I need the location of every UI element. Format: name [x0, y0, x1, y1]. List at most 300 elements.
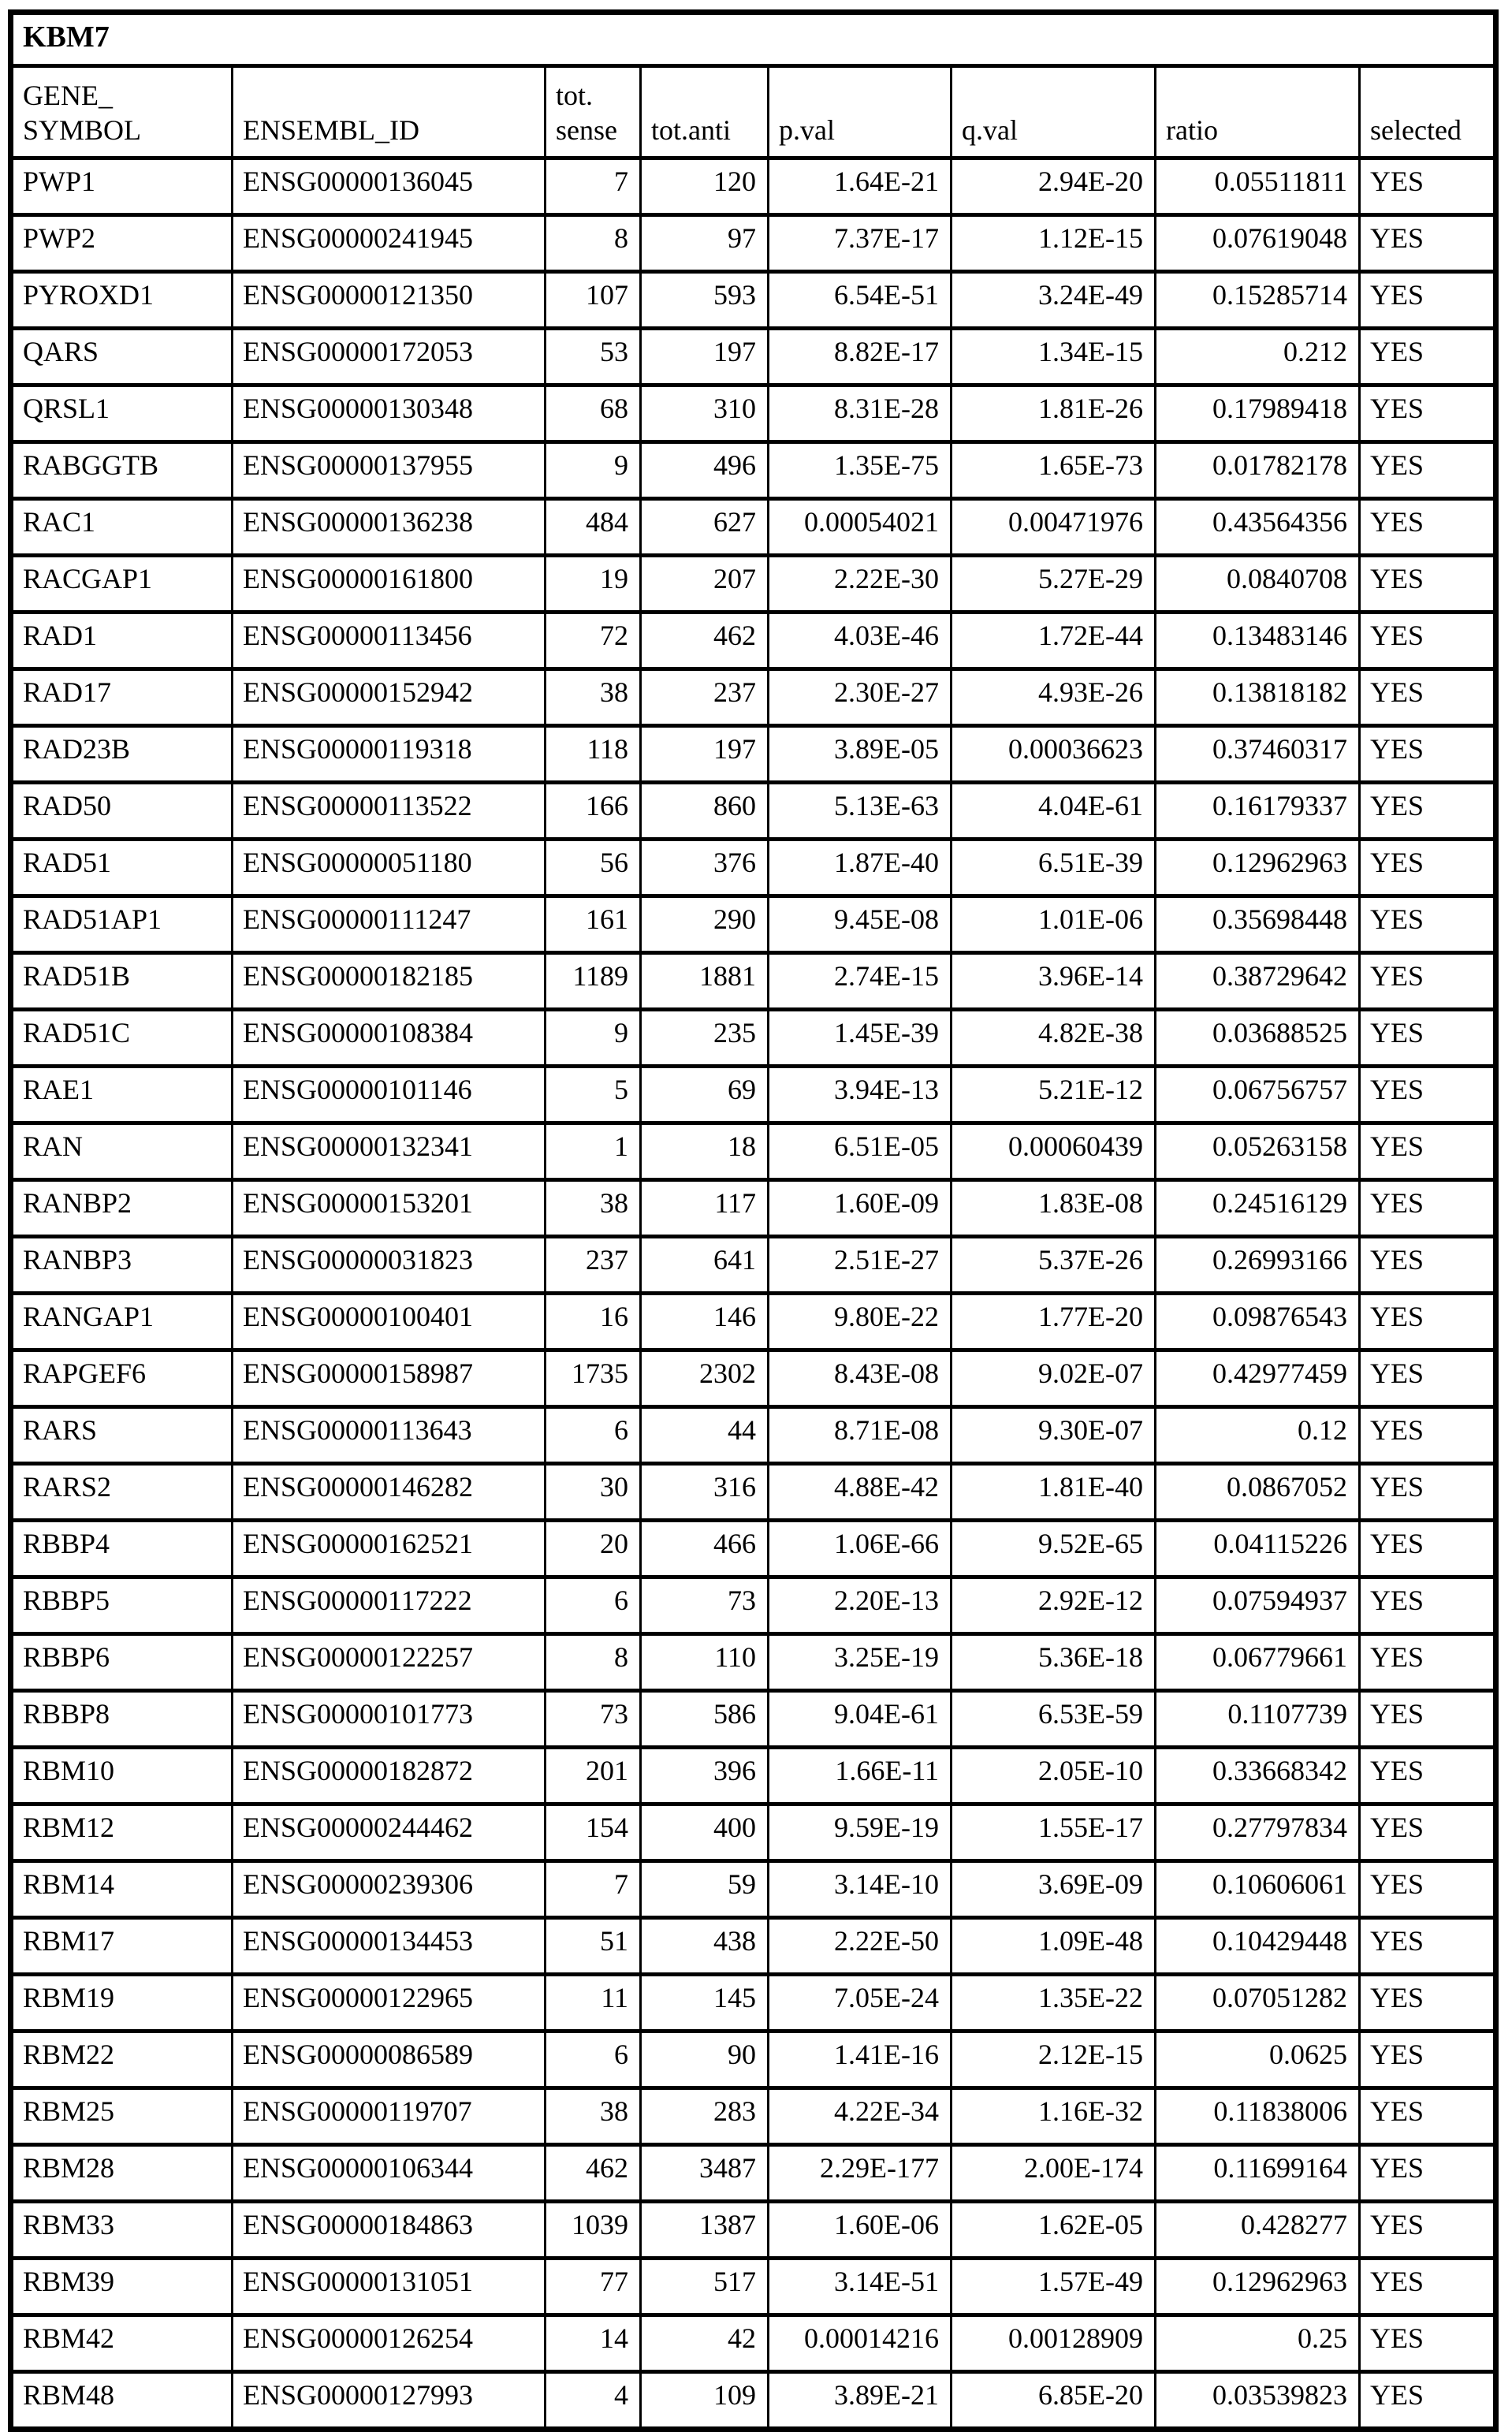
cell-ensembl-id: ENSG00000241945 [233, 215, 546, 272]
cell-tot-anti: 97 [641, 215, 769, 272]
cell-q-val: 9.52E-65 [952, 1521, 1156, 1577]
cell-ensembl-id: ENSG00000146282 [233, 1464, 546, 1521]
cell-ratio: 0.07619048 [1156, 215, 1360, 272]
cell-gene-symbol: RBM10 [11, 1748, 233, 1804]
cell-ensembl-id: ENSG00000153201 [233, 1180, 546, 1237]
cell-ensembl-id: ENSG00000119707 [233, 2088, 546, 2145]
cell-ratio: 0.07051282 [1156, 1975, 1360, 2032]
cell-q-val: 9.02E-07 [952, 1350, 1156, 1407]
cell-ensembl-id: ENSG00000122257 [233, 1634, 546, 1691]
cell-p-val: 3.94E-13 [769, 1067, 952, 1123]
table-row [11, 1521, 1496, 1577]
cell-tot-sense: 1039 [546, 2202, 641, 2259]
cell-tot-sense: 1189 [546, 953, 641, 1010]
cell-ratio: 0.24516129 [1156, 1180, 1360, 1237]
cell-q-val: 1.55E-17 [952, 1804, 1156, 1861]
cell-tot-sense: 7 [546, 1861, 641, 1918]
cell-ensembl-id: ENSG00000122965 [233, 1975, 546, 2032]
cell-tot-sense: 4 [546, 2372, 641, 2430]
cell-tot-anti: 18 [641, 1123, 769, 1180]
cell-tot-sense: 8 [546, 215, 641, 272]
cell-ratio: 0.35698448 [1156, 896, 1360, 953]
cell-p-val: 1.66E-11 [769, 1748, 952, 1804]
cell-tot-anti: 120 [641, 158, 769, 215]
cell-ensembl-id: ENSG00000131051 [233, 2259, 546, 2315]
cell-ratio: 0.16179337 [1156, 783, 1360, 840]
cell-p-val: 6.54E-51 [769, 272, 952, 329]
cell-ensembl-id: ENSG00000244462 [233, 1804, 546, 1861]
cell-gene-symbol: RAD1 [11, 613, 233, 669]
cell-q-val: 1.16E-32 [952, 2088, 1156, 2145]
cell-selected: YES [1360, 613, 1496, 669]
column-header-p-val: p.val [769, 66, 952, 158]
cell-tot-sense: 154 [546, 1804, 641, 1861]
cell-ensembl-id: ENSG00000108384 [233, 1010, 546, 1067]
cell-selected: YES [1360, 556, 1496, 613]
cell-selected: YES [1360, 896, 1496, 953]
cell-gene-symbol: RANGAP1 [11, 1294, 233, 1350]
cell-tot-anti: 396 [641, 1748, 769, 1804]
cell-ratio: 0.12962963 [1156, 2259, 1360, 2315]
cell-q-val: 5.21E-12 [952, 1067, 1156, 1123]
cell-selected: YES [1360, 1180, 1496, 1237]
cell-p-val: 1.87E-40 [769, 840, 952, 896]
cell-gene-symbol: RBBP4 [11, 1521, 233, 1577]
cell-tot-anti: 73 [641, 1577, 769, 1634]
cell-tot-anti: 438 [641, 1918, 769, 1975]
cell-p-val: 1.60E-06 [769, 2202, 952, 2259]
cell-q-val: 5.37E-26 [952, 1237, 1156, 1294]
table-title-row [11, 13, 1496, 66]
cell-q-val: 2.00E-174 [952, 2145, 1156, 2202]
table-row [11, 1975, 1496, 2032]
cell-tot-anti: 197 [641, 329, 769, 385]
table-row [11, 613, 1496, 669]
cell-ensembl-id: ENSG00000132341 [233, 1123, 546, 1180]
cell-tot-anti: 517 [641, 2259, 769, 2315]
cell-tot-anti: 496 [641, 442, 769, 499]
table-row [11, 896, 1496, 953]
cell-ensembl-id: ENSG00000121350 [233, 272, 546, 329]
cell-ratio: 0.37460317 [1156, 726, 1360, 783]
cell-ensembl-id: ENSG00000136238 [233, 499, 546, 556]
cell-tot-anti: 2302 [641, 1350, 769, 1407]
cell-tot-anti: 3487 [641, 2145, 769, 2202]
cell-ratio: 0.13483146 [1156, 613, 1360, 669]
cell-p-val: 4.03E-46 [769, 613, 952, 669]
cell-tot-anti: 310 [641, 385, 769, 442]
cell-ensembl-id: ENSG00000134453 [233, 1918, 546, 1975]
cell-ensembl-id: ENSG00000111247 [233, 896, 546, 953]
cell-q-val: 5.27E-29 [952, 556, 1156, 613]
cell-ratio: 0.12962963 [1156, 840, 1360, 896]
cell-ensembl-id: ENSG00000127993 [233, 2372, 546, 2430]
cell-tot-sense: 38 [546, 2088, 641, 2145]
cell-selected: YES [1360, 1918, 1496, 1975]
cell-tot-anti: 207 [641, 556, 769, 613]
table-row [11, 2259, 1496, 2315]
cell-ratio: 0.03539823 [1156, 2372, 1360, 2430]
cell-q-val: 4.82E-38 [952, 1010, 1156, 1067]
cell-selected: YES [1360, 1691, 1496, 1748]
cell-selected: YES [1360, 2372, 1496, 2430]
column-header-ensembl-id: ENSEMBL_ID [233, 66, 546, 158]
cell-selected: YES [1360, 1067, 1496, 1123]
cell-ensembl-id: ENSG00000162521 [233, 1521, 546, 1577]
cell-ratio: 0.43564356 [1156, 499, 1360, 556]
cell-p-val: 2.20E-13 [769, 1577, 952, 1634]
cell-gene-symbol: RBBP8 [11, 1691, 233, 1748]
cell-q-val: 2.94E-20 [952, 158, 1156, 215]
cell-ensembl-id: ENSG00000051180 [233, 840, 546, 896]
cell-tot-anti: 117 [641, 1180, 769, 1237]
cell-q-val: 1.77E-20 [952, 1294, 1156, 1350]
cell-ratio: 0.12 [1156, 1407, 1360, 1464]
cell-q-val: 1.35E-22 [952, 1975, 1156, 2032]
cell-selected: YES [1360, 1521, 1496, 1577]
cell-tot-anti: 145 [641, 1975, 769, 2032]
cell-gene-symbol: RAD51C [11, 1010, 233, 1067]
cell-ratio: 0.1107739 [1156, 1691, 1360, 1748]
cell-tot-sense: 38 [546, 669, 641, 726]
cell-tot-sense: 6 [546, 1407, 641, 1464]
cell-q-val: 2.92E-12 [952, 1577, 1156, 1634]
cell-tot-anti: 1387 [641, 2202, 769, 2259]
cell-p-val: 3.89E-05 [769, 726, 952, 783]
cell-selected: YES [1360, 2088, 1496, 2145]
table-row [11, 1067, 1496, 1123]
cell-tot-anti: 400 [641, 1804, 769, 1861]
cell-ensembl-id: ENSG00000184863 [233, 2202, 546, 2259]
cell-tot-anti: 462 [641, 613, 769, 669]
cell-gene-symbol: RBM17 [11, 1918, 233, 1975]
cell-selected: YES [1360, 1123, 1496, 1180]
cell-q-val: 1.09E-48 [952, 1918, 1156, 1975]
cell-q-val: 4.93E-26 [952, 669, 1156, 726]
table-row [11, 669, 1496, 726]
cell-p-val: 4.88E-42 [769, 1464, 952, 1521]
cell-tot-anti: 283 [641, 2088, 769, 2145]
cell-selected: YES [1360, 840, 1496, 896]
cell-selected: YES [1360, 385, 1496, 442]
cell-gene-symbol: RABGGTB [11, 442, 233, 499]
cell-selected: YES [1360, 1861, 1496, 1918]
cell-q-val: 6.53E-59 [952, 1691, 1156, 1748]
cell-tot-sense: 11 [546, 1975, 641, 2032]
cell-tot-anti: 627 [641, 499, 769, 556]
cell-q-val: 1.01E-06 [952, 896, 1156, 953]
cell-ensembl-id: ENSG00000152942 [233, 669, 546, 726]
table-body [11, 158, 1496, 2430]
cell-ensembl-id: ENSG00000172053 [233, 329, 546, 385]
cell-ensembl-id: ENSG00000126254 [233, 2315, 546, 2372]
cell-ratio: 0.0625 [1156, 2032, 1360, 2088]
cell-tot-anti: 593 [641, 272, 769, 329]
cell-tot-anti: 1881 [641, 953, 769, 1010]
table-row [11, 1407, 1496, 1464]
cell-tot-sense: 73 [546, 1691, 641, 1748]
cell-selected: YES [1360, 1634, 1496, 1691]
cell-tot-anti: 146 [641, 1294, 769, 1350]
cell-tot-anti: 197 [641, 726, 769, 783]
cell-ratio: 0.10606061 [1156, 1861, 1360, 1918]
cell-q-val: 1.83E-08 [952, 1180, 1156, 1237]
table-row [11, 1350, 1496, 1407]
cell-tot-sense: 9 [546, 442, 641, 499]
cell-selected: YES [1360, 726, 1496, 783]
table-row [11, 442, 1496, 499]
cell-selected: YES [1360, 1804, 1496, 1861]
cell-tot-sense: 38 [546, 1180, 641, 1237]
cell-q-val: 1.72E-44 [952, 613, 1156, 669]
cell-selected: YES [1360, 1464, 1496, 1521]
cell-tot-sense: 107 [546, 272, 641, 329]
cell-selected: YES [1360, 1407, 1496, 1464]
cell-ratio: 0.10429448 [1156, 1918, 1360, 1975]
cell-tot-anti: 466 [641, 1521, 769, 1577]
cell-selected: YES [1360, 1748, 1496, 1804]
table-row [11, 1464, 1496, 1521]
cell-p-val: 9.04E-61 [769, 1691, 952, 1748]
cell-q-val: 2.12E-15 [952, 2032, 1156, 2088]
cell-q-val: 4.04E-61 [952, 783, 1156, 840]
table-row [11, 1180, 1496, 1237]
cell-q-val: 3.69E-09 [952, 1861, 1156, 1918]
cell-p-val: 5.13E-63 [769, 783, 952, 840]
table-row [11, 2315, 1496, 2372]
table-row [11, 556, 1496, 613]
table-row [11, 2202, 1496, 2259]
cell-ensembl-id: ENSG00000031823 [233, 1237, 546, 1294]
cell-p-val: 4.22E-34 [769, 2088, 952, 2145]
cell-ratio: 0.06756757 [1156, 1067, 1360, 1123]
cell-tot-anti: 316 [641, 1464, 769, 1521]
cell-gene-symbol: RARS [11, 1407, 233, 1464]
cell-ratio: 0.15285714 [1156, 272, 1360, 329]
table-row [11, 2088, 1496, 2145]
cell-q-val: 1.62E-05 [952, 2202, 1156, 2259]
cell-tot-sense: 72 [546, 613, 641, 669]
cell-tot-sense: 7 [546, 158, 641, 215]
column-header-gene-symbol: GENE_ SYMBOL [11, 66, 233, 158]
cell-q-val: 1.81E-26 [952, 385, 1156, 442]
cell-q-val: 3.96E-14 [952, 953, 1156, 1010]
cell-ensembl-id: ENSG00000137955 [233, 442, 546, 499]
cell-p-val: 7.37E-17 [769, 215, 952, 272]
cell-q-val: 9.30E-07 [952, 1407, 1156, 1464]
cell-ensembl-id: ENSG00000182872 [233, 1748, 546, 1804]
table-row [11, 783, 1496, 840]
cell-tot-anti: 641 [641, 1237, 769, 1294]
column-header-q-val: q.val [952, 66, 1156, 158]
cell-selected: YES [1360, 1294, 1496, 1350]
cell-selected: YES [1360, 669, 1496, 726]
cell-selected: YES [1360, 953, 1496, 1010]
cell-q-val: 1.12E-15 [952, 215, 1156, 272]
cell-selected: YES [1360, 2259, 1496, 2315]
table-row [11, 1804, 1496, 1861]
table-head [11, 13, 1496, 158]
cell-ensembl-id: ENSG00000117222 [233, 1577, 546, 1634]
cell-selected: YES [1360, 329, 1496, 385]
cell-tot-sense: 56 [546, 840, 641, 896]
cell-tot-anti: 44 [641, 1407, 769, 1464]
cell-tot-sense: 6 [546, 1577, 641, 1634]
cell-p-val: 9.80E-22 [769, 1294, 952, 1350]
cell-p-val: 2.22E-30 [769, 556, 952, 613]
table-row [11, 1577, 1496, 1634]
cell-ratio: 0.11838006 [1156, 2088, 1360, 2145]
cell-p-val: 8.71E-08 [769, 1407, 952, 1464]
cell-selected: YES [1360, 1010, 1496, 1067]
cell-p-val: 2.29E-177 [769, 2145, 952, 2202]
cell-p-val: 6.51E-05 [769, 1123, 952, 1180]
cell-ensembl-id: ENSG00000182185 [233, 953, 546, 1010]
cell-ratio: 0.03688525 [1156, 1010, 1360, 1067]
cell-gene-symbol: RAD23B [11, 726, 233, 783]
cell-p-val: 2.22E-50 [769, 1918, 952, 1975]
cell-gene-symbol: RAD17 [11, 669, 233, 726]
cell-p-val: 3.25E-19 [769, 1634, 952, 1691]
cell-gene-symbol: RAD51B [11, 953, 233, 1010]
cell-p-val: 1.06E-66 [769, 1521, 952, 1577]
cell-gene-symbol: RBBP5 [11, 1577, 233, 1634]
cell-ratio: 0.0867052 [1156, 1464, 1360, 1521]
table-row [11, 272, 1496, 329]
cell-ratio: 0.42977459 [1156, 1350, 1360, 1407]
cell-p-val: 8.82E-17 [769, 329, 952, 385]
cell-q-val: 0.00471976 [952, 499, 1156, 556]
cell-tot-sense: 77 [546, 2259, 641, 2315]
cell-gene-symbol: PWP1 [11, 158, 233, 215]
cell-gene-symbol: RBM48 [11, 2372, 233, 2430]
cell-ensembl-id: ENSG00000130348 [233, 385, 546, 442]
table-row [11, 215, 1496, 272]
cell-ratio: 0.428277 [1156, 2202, 1360, 2259]
cell-tot-sense: 237 [546, 1237, 641, 1294]
cell-ratio: 0.212 [1156, 329, 1360, 385]
cell-tot-anti: 90 [641, 2032, 769, 2088]
cell-ensembl-id: ENSG00000158987 [233, 1350, 546, 1407]
table-row [11, 1748, 1496, 1804]
cell-p-val: 3.14E-51 [769, 2259, 952, 2315]
cell-ratio: 0.09876543 [1156, 1294, 1360, 1350]
table-row [11, 953, 1496, 1010]
table-row [11, 499, 1496, 556]
cell-q-val: 6.51E-39 [952, 840, 1156, 896]
cell-q-val: 3.24E-49 [952, 272, 1156, 329]
cell-ratio: 0.26993166 [1156, 1237, 1360, 1294]
cell-q-val: 0.00128909 [952, 2315, 1156, 2372]
cell-ratio: 0.11699164 [1156, 2145, 1360, 2202]
cell-ratio: 0.25 [1156, 2315, 1360, 2372]
cell-ratio: 0.05511811 [1156, 158, 1360, 215]
cell-p-val: 8.43E-08 [769, 1350, 952, 1407]
cell-q-val: 1.81E-40 [952, 1464, 1156, 1521]
cell-selected: YES [1360, 2315, 1496, 2372]
cell-tot-anti: 376 [641, 840, 769, 896]
cell-p-val: 3.14E-10 [769, 1861, 952, 1918]
cell-tot-sense: 166 [546, 783, 641, 840]
cell-tot-anti: 235 [641, 1010, 769, 1067]
table-row [11, 1634, 1496, 1691]
cell-gene-symbol: RBM22 [11, 2032, 233, 2088]
cell-ensembl-id: ENSG00000113643 [233, 1407, 546, 1464]
cell-gene-symbol: RBM12 [11, 1804, 233, 1861]
cell-p-val: 2.51E-27 [769, 1237, 952, 1294]
cell-gene-symbol: RAN [11, 1123, 233, 1180]
cell-tot-anti: 860 [641, 783, 769, 840]
cell-gene-symbol: RAD51 [11, 840, 233, 896]
cell-gene-symbol: RBM42 [11, 2315, 233, 2372]
cell-p-val: 1.45E-39 [769, 1010, 952, 1067]
cell-tot-anti: 110 [641, 1634, 769, 1691]
cell-selected: YES [1360, 272, 1496, 329]
cell-gene-symbol: RARS2 [11, 1464, 233, 1521]
cell-gene-symbol: PYROXD1 [11, 272, 233, 329]
table-row [11, 385, 1496, 442]
cell-tot-sense: 14 [546, 2315, 641, 2372]
cell-tot-sense: 118 [546, 726, 641, 783]
table-header-row [11, 66, 1496, 158]
cell-tot-sense: 201 [546, 1748, 641, 1804]
cell-ensembl-id: ENSG00000113522 [233, 783, 546, 840]
cell-p-val: 8.31E-28 [769, 385, 952, 442]
gene-selection-table [8, 9, 1499, 2432]
table-row [11, 840, 1496, 896]
cell-q-val: 0.00036623 [952, 726, 1156, 783]
cell-gene-symbol: QARS [11, 329, 233, 385]
cell-p-val: 9.45E-08 [769, 896, 952, 953]
cell-gene-symbol: RACGAP1 [11, 556, 233, 613]
cell-ensembl-id: ENSG00000106344 [233, 2145, 546, 2202]
cell-ratio: 0.04115226 [1156, 1521, 1360, 1577]
cell-tot-sense: 51 [546, 1918, 641, 1975]
cell-selected: YES [1360, 499, 1496, 556]
cell-gene-symbol: RBBP6 [11, 1634, 233, 1691]
cell-q-val: 1.57E-49 [952, 2259, 1156, 2315]
table-row [11, 158, 1496, 215]
cell-ensembl-id: ENSG00000101146 [233, 1067, 546, 1123]
cell-gene-symbol: RAE1 [11, 1067, 233, 1123]
cell-gene-symbol: RBM39 [11, 2259, 233, 2315]
table-row [11, 329, 1496, 385]
cell-ensembl-id: ENSG00000101773 [233, 1691, 546, 1748]
cell-selected: YES [1360, 158, 1496, 215]
cell-tot-anti: 290 [641, 896, 769, 953]
cell-ratio: 0.05263158 [1156, 1123, 1360, 1180]
cell-p-val: 1.41E-16 [769, 2032, 952, 2088]
cell-gene-symbol: RAC1 [11, 499, 233, 556]
cell-gene-symbol: RAD50 [11, 783, 233, 840]
cell-tot-sense: 30 [546, 1464, 641, 1521]
cell-selected: YES [1360, 783, 1496, 840]
cell-ratio: 0.27797834 [1156, 1804, 1360, 1861]
cell-ratio: 0.17989418 [1156, 385, 1360, 442]
table-row [11, 2032, 1496, 2088]
cell-gene-symbol: RAD51AP1 [11, 896, 233, 953]
cell-p-val: 1.64E-21 [769, 158, 952, 215]
cell-ensembl-id: ENSG00000086589 [233, 2032, 546, 2088]
cell-p-val: 0.00014216 [769, 2315, 952, 2372]
cell-tot-anti: 69 [641, 1067, 769, 1123]
cell-p-val: 1.35E-75 [769, 442, 952, 499]
cell-tot-sense: 9 [546, 1010, 641, 1067]
cell-selected: YES [1360, 442, 1496, 499]
cell-p-val: 1.60E-09 [769, 1180, 952, 1237]
cell-tot-sense: 20 [546, 1521, 641, 1577]
cell-gene-symbol: RANBP2 [11, 1180, 233, 1237]
